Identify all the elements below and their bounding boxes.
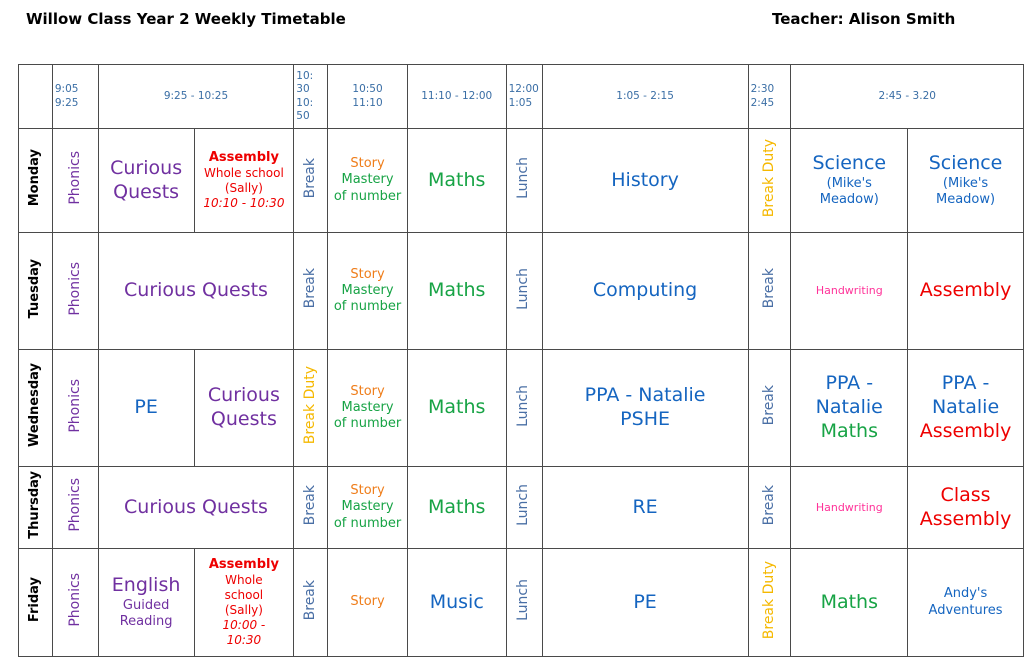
lesson-pe: PE (542, 549, 748, 657)
break-duty-cell: Break Duty (748, 549, 791, 657)
time-slot-8: 2:30 2:45 (748, 65, 791, 129)
lesson-computing: Computing (542, 233, 748, 350)
break-cell: Break (748, 467, 791, 549)
lesson-assembly: Assembly Whole school (Sally) 10:10 - 10:30 (194, 129, 294, 233)
lesson-curious-quests: Curious Quests (98, 129, 194, 233)
time-header-row (19, 65, 1024, 129)
lesson-ppa-maths: PPA - Natalie Maths (791, 350, 908, 467)
lunch-cell: Lunch (506, 129, 542, 233)
lesson-ppa-pshe: PPA - Natalie PSHE (542, 350, 748, 467)
break-cell: Break (294, 549, 328, 657)
day-label-thursday: Thursday (19, 467, 53, 549)
day-label-monday: Monday (19, 129, 53, 233)
day-row-monday (19, 129, 1024, 233)
lesson-story-mastery: Story Mastery of number (328, 467, 408, 549)
lesson-curious-quests: Curious Quests (194, 350, 294, 467)
lunch-cell: Lunch (506, 467, 542, 549)
lesson-story-mastery: Story Mastery of number (328, 129, 408, 233)
corner-cell (19, 65, 53, 129)
lesson-curious-quests: Curious Quests (98, 467, 294, 549)
lunch-cell: Lunch (506, 350, 542, 467)
time-slot-3: 10: 30 10: 50 (294, 65, 328, 129)
lesson-science: Science (Mike's Meadow) (908, 129, 1024, 233)
lunch-cell: Lunch (506, 233, 542, 350)
lesson-class-assembly: Class Assembly (908, 467, 1024, 549)
day-label-wednesday: Wednesday (19, 350, 53, 467)
time-slot-9: 2:45 - 3.20 (791, 65, 1024, 129)
lesson-maths: Maths (791, 549, 908, 657)
break-cell: Break (748, 350, 791, 467)
phonics-cell: Phonics (52, 350, 98, 467)
lesson-maths: Maths (407, 350, 506, 467)
teacher-name: Teacher: Alison Smith (772, 10, 956, 28)
lesson-story-mastery: Story Mastery of number (328, 233, 408, 350)
day-row-thursday (19, 467, 1024, 549)
lesson-re: RE (542, 467, 748, 549)
lesson-assembly: Assembly (908, 233, 1024, 350)
day-label-tuesday: Tuesday (19, 233, 53, 350)
day-row-friday (19, 549, 1024, 657)
lunch-cell: Lunch (506, 549, 542, 657)
lesson-english: English Guided Reading (98, 549, 194, 657)
time-slot-1: 9:05 9:25 (52, 65, 98, 129)
phonics-cell: Phonics (52, 549, 98, 657)
phonics-cell: Phonics (52, 129, 98, 233)
timetable (18, 64, 1024, 657)
lesson-handwriting: Handwriting (791, 467, 908, 549)
phonics-cell: Phonics (52, 233, 98, 350)
lesson-curious-quests: Curious Quests (98, 233, 294, 350)
lesson-andys-adventures: Andy's Adventures (908, 549, 1024, 657)
lesson-maths: Maths (407, 233, 506, 350)
lesson-assembly: Assembly Whole school (Sally) 10:00 - 10:30 (194, 549, 294, 657)
lesson-handwriting: Handwriting (791, 233, 908, 350)
break-cell: Break (294, 129, 328, 233)
lesson-maths: Maths (407, 467, 506, 549)
lesson-history: History (542, 129, 748, 233)
break-cell: Break (294, 467, 328, 549)
lesson-maths: Maths (407, 129, 506, 233)
time-slot-7: 1:05 - 2:15 (542, 65, 748, 129)
lesson-story-mastery: Story Mastery of number (328, 350, 408, 467)
time-slot-4: 10:50 11:10 (328, 65, 408, 129)
day-row-tuesday (19, 233, 1024, 350)
day-label-friday: Friday (19, 549, 53, 657)
break-duty-cell: Break Duty (748, 129, 791, 233)
break-cell: Break (294, 233, 328, 350)
time-slot-5: 11:10 - 12:00 (407, 65, 506, 129)
lesson-pe: PE (98, 350, 194, 467)
break-duty-cell: Break Duty (294, 350, 328, 467)
time-slot-6: 12:00 1:05 (506, 65, 542, 129)
lesson-music: Music (407, 549, 506, 657)
day-row-wednesday (19, 350, 1024, 467)
time-slot-2: 9:25 - 10:25 (98, 65, 294, 129)
phonics-cell: Phonics (52, 467, 98, 549)
lesson-story: Story (328, 549, 408, 657)
lesson-ppa-assembly: PPA - Natalie Assembly (908, 350, 1024, 467)
lesson-science: Science (Mike's Meadow) (791, 129, 908, 233)
page-title: Willow Class Year 2 Weekly Timetable (26, 10, 346, 28)
break-cell: Break (748, 233, 791, 350)
